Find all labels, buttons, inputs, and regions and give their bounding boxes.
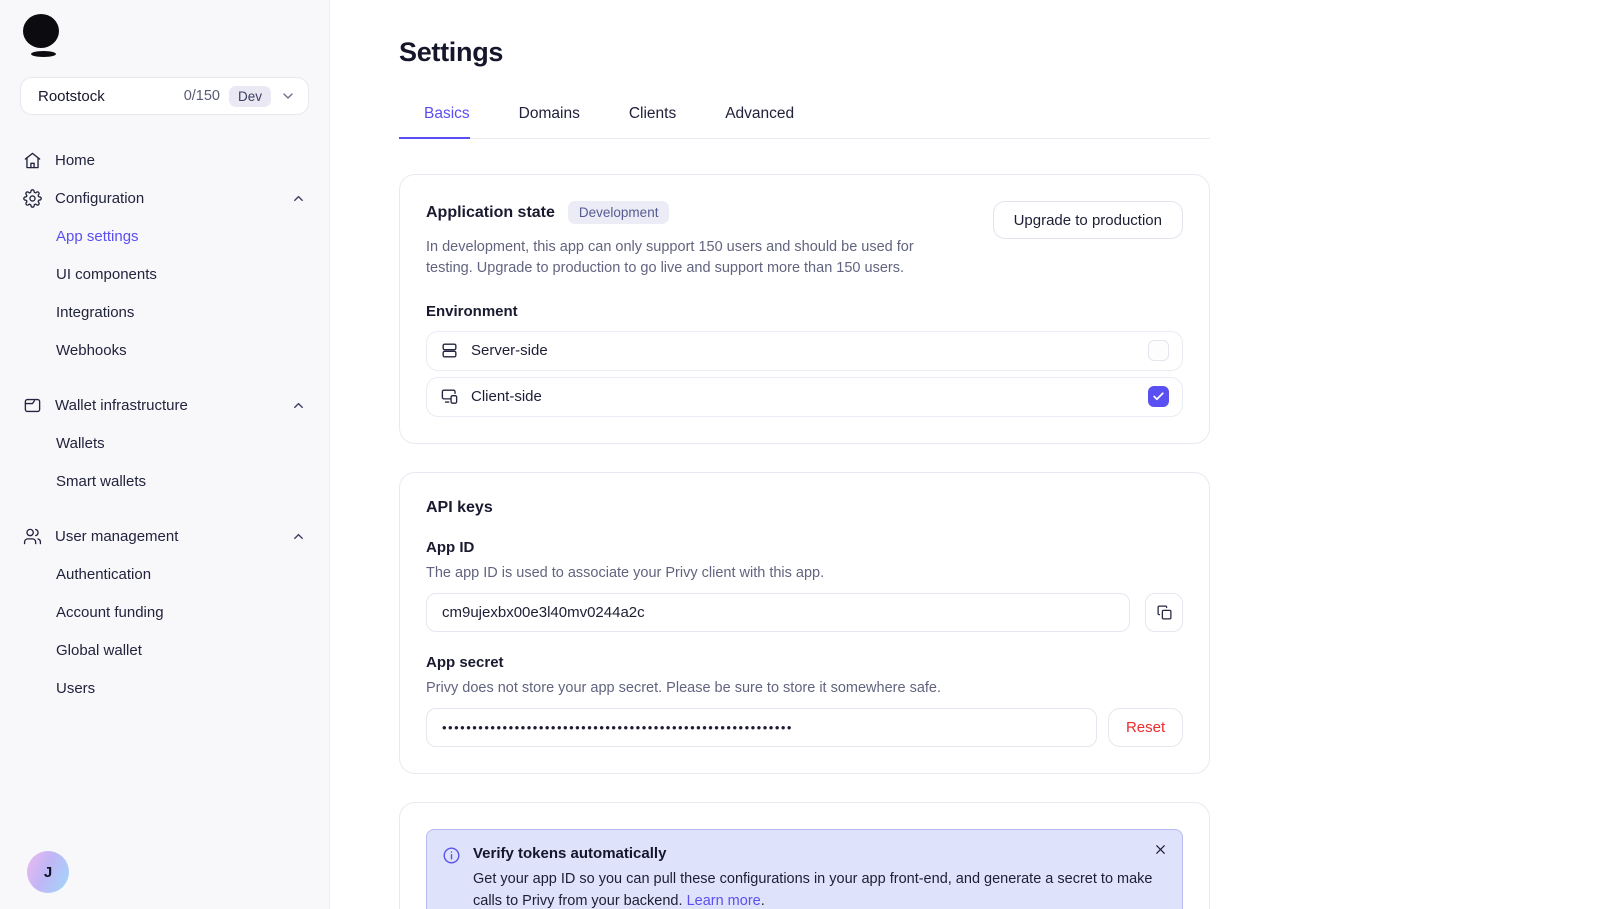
user-quota: 0/150	[183, 88, 220, 104]
chevron-down-icon	[280, 88, 296, 104]
upgrade-to-production-button[interactable]: Upgrade to production	[993, 201, 1183, 239]
chevron-up-icon	[291, 398, 306, 413]
check-icon	[1152, 390, 1165, 403]
tab-clients[interactable]: Clients	[628, 105, 677, 122]
learn-more-link[interactable]: Learn more	[686, 892, 761, 909]
tab-advanced[interactable]: Advanced	[725, 105, 795, 122]
sidebar-item-home[interactable]	[20, 141, 309, 179]
sidebar-item-integrations[interactable]: Integrations	[56, 303, 135, 321]
client-side-checkbox[interactable]	[1148, 386, 1169, 407]
app-selector[interactable]	[20, 77, 309, 115]
tab-basics[interactable]: Basics	[399, 105, 470, 138]
server-icon	[440, 341, 459, 360]
close-icon[interactable]	[1154, 843, 1167, 856]
chevron-up-icon	[291, 529, 306, 544]
client-devices-icon	[440, 387, 459, 406]
app-name: Rootstock	[38, 87, 105, 105]
sidebar-item-users[interactable]: Users	[56, 679, 96, 697]
info-icon	[442, 846, 461, 909]
app-id-label: App ID	[426, 538, 475, 556]
sidebar-item-user-management[interactable]	[20, 517, 309, 555]
sidebar	[0, 0, 330, 909]
sidebar-item-wallet-infrastructure[interactable]	[20, 386, 309, 424]
sidebar-item-label: User management	[55, 527, 179, 545]
copy-app-id-button[interactable]	[1145, 593, 1183, 632]
privy-logo-base	[31, 51, 56, 57]
api-keys-heading: API keys	[426, 498, 493, 516]
banner-suffix: .	[760, 892, 765, 909]
users-icon	[23, 527, 42, 546]
verify-tokens-card	[399, 802, 1210, 909]
sidebar-item-app-settings[interactable]: App settings	[56, 227, 139, 245]
sidebar-item-global-wallet[interactable]: Global wallet	[56, 641, 142, 659]
reset-app-secret-button[interactable]: Reset	[1108, 708, 1183, 747]
sidebar-item-webhooks[interactable]: Webhooks	[56, 341, 127, 359]
banner-body	[473, 869, 1165, 909]
privy-logo-circle	[23, 14, 59, 48]
app-secret-description: Privy does not store your app secret. Please be sure to store it somewhere safe.	[426, 679, 942, 696]
application-state-card	[399, 174, 1210, 444]
sidebar-item-wallets[interactable]: Wallets	[56, 434, 105, 452]
environment-option-client-side[interactable]	[426, 377, 1183, 417]
sidebar-item-smart-wallets[interactable]: Smart wallets	[56, 472, 147, 490]
environment-option-label: Client-side	[471, 388, 542, 406]
app-secret-input[interactable]	[426, 708, 1097, 747]
verify-tokens-banner	[426, 829, 1183, 909]
application-state-heading: Application state	[426, 203, 555, 221]
environment-option-label: Server-side	[471, 342, 548, 360]
copy-icon	[1156, 604, 1173, 621]
sidebar-nav	[20, 141, 309, 707]
page-title: Settings	[399, 37, 504, 67]
sidebar-item-label: Home	[55, 151, 96, 169]
sidebar-item-ui-components[interactable]: UI components	[56, 265, 157, 283]
chevron-up-icon	[291, 191, 306, 206]
environment-option-server-side[interactable]	[426, 331, 1183, 371]
tab-domains[interactable]: Domains	[518, 105, 580, 122]
sidebar-item-label: Configuration	[55, 189, 145, 207]
wallet-icon	[23, 396, 42, 415]
user-avatar[interactable]: J	[27, 851, 69, 893]
sidebar-item-configuration[interactable]	[20, 179, 309, 217]
app-id-input[interactable]	[426, 593, 1130, 632]
sidebar-item-account-funding[interactable]: Account funding	[56, 603, 164, 621]
sidebar-item-authentication[interactable]: Authentication	[56, 565, 152, 583]
api-keys-card	[399, 472, 1210, 774]
settings-tabs	[399, 105, 1210, 139]
banner-text: Get your app ID so you can pull these configurations in your app front-end, and generate a secret to make calls to Privy from your backend.	[473, 870, 1153, 909]
main-content	[330, 0, 1600, 909]
banner-title: Verify tokens automatically	[473, 844, 667, 862]
app-id-description: The app ID is used to associate your Privy client with this app.	[426, 564, 825, 581]
sidebar-item-label: Wallet infrastructure	[55, 396, 188, 414]
development-badge: Development	[568, 201, 670, 224]
application-state-description: In development, this app can only support 150 users and should be used for testing. Upgrade to production to go live and support more than 150 users.	[426, 239, 914, 277]
home-icon	[23, 151, 42, 170]
server-side-checkbox[interactable]	[1148, 340, 1169, 361]
environment-label: Environment	[426, 302, 518, 320]
privy-logo	[23, 14, 63, 57]
gear-icon	[23, 189, 42, 208]
app-secret-label: App secret	[426, 653, 504, 671]
env-badge: Dev	[229, 86, 271, 107]
